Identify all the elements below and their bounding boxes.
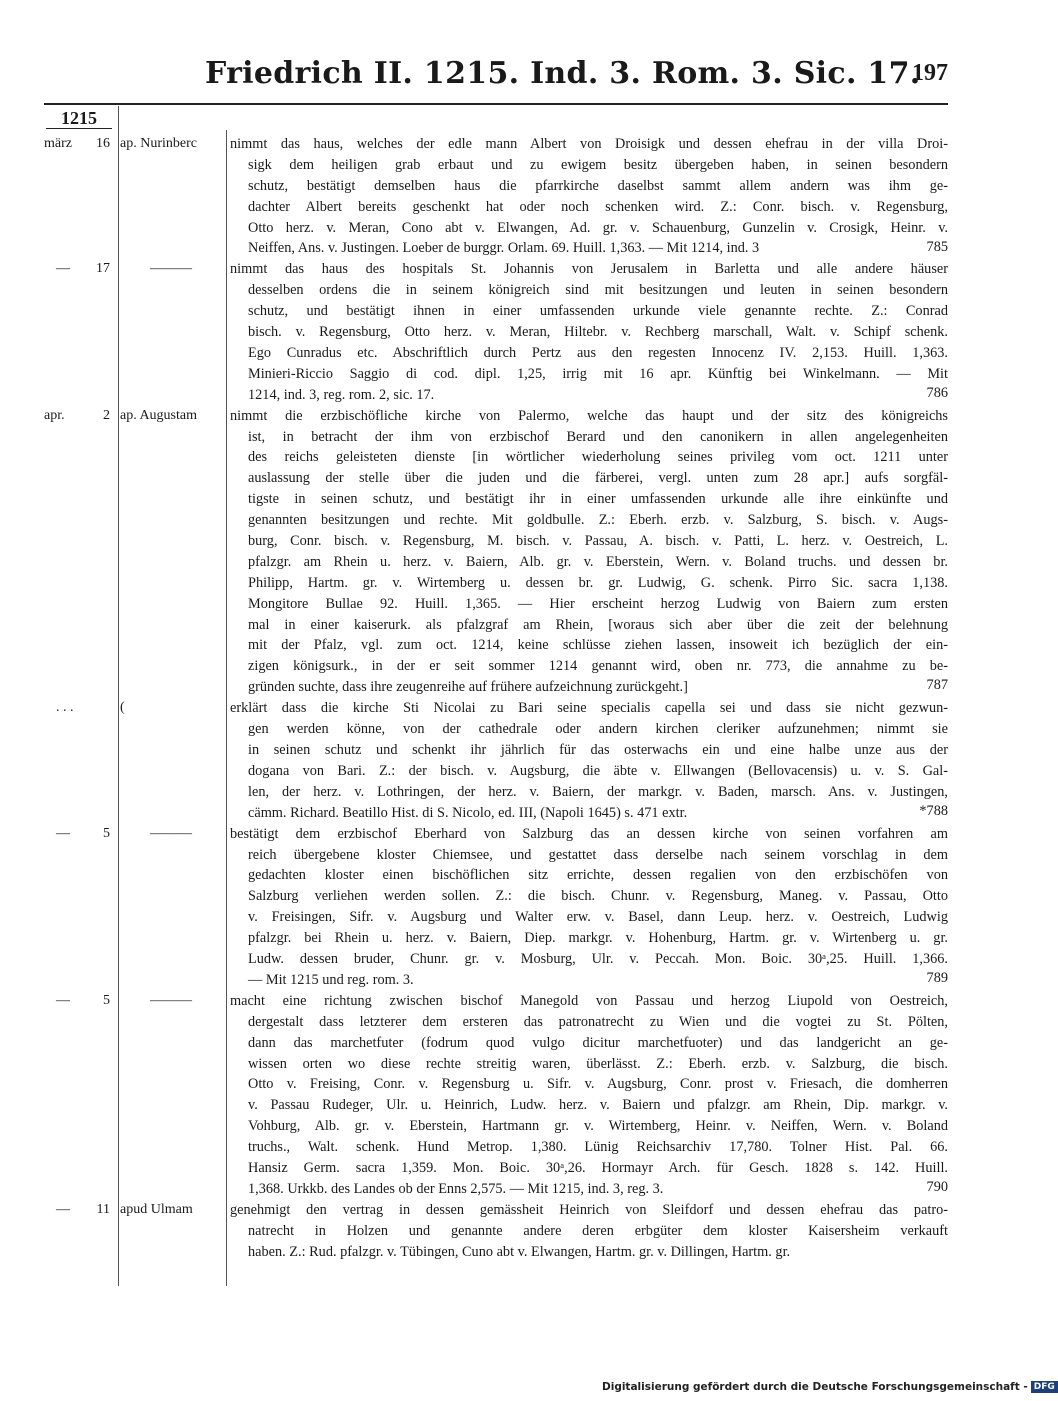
entry-line: natrecht in Holzen und genannte andere deren erbgüter dem kloster Kaisersheim verkauft [248,1222,948,1239]
entry-text [230,1200,948,1263]
entry-line: Otto herz. v. Meran, Cono abt v. Elwangen, Ad. gr. v. Schauenburg, Gunzelin v. Crosigk, Heinr. v. [248,219,948,236]
entry-number: 786 [926,384,948,401]
entry-line: pfalzgr. am Rhein u. herz. v. Baiern, Alb. gr. v. Eberstein, Wern. v. Boland truchs. und dessen br. [248,553,948,570]
entry-date-dash: — [56,261,70,277]
entry-line: bisch. v. Regensburg, Otto herz. v. Meran, Hiltebr. v. Rechberg marschall, Walt. v. Schipf schenk. [248,324,948,341]
dfg-logo: DFG [1031,1381,1058,1393]
entry-line: zigen königsurk., in der er seit sommer 1214 genannt wird, oben nr. 773, die annahme zu be- [248,658,948,675]
entry-line: auslassung der stelle über die juden und die färberei, vergl. unten zum 28 apr.] aufs sorgfäl- [248,470,948,487]
entry-line: tigste in seinen schutz, und bestätigt ihr in einer umfassenden urkunde alle ihre einkünfte und [248,491,948,508]
entry-day: 5 [103,992,110,1008]
entry-line: len, der herz. v. Lothringen, der herz. v. Baiern, der markgr. v. Baden, marsch. Ans. v. Justingen, [248,783,948,800]
entry-day: 2 [103,407,110,423]
entry-place: ——— [150,992,192,1008]
entry-line: wissen orten wo diese rechte streitig waren, überlässt. Z.: Eberh. erzb. v. Salzburg, die bisch. [248,1055,948,1072]
entry-place: ap. Nurinberc [120,136,197,151]
entry-number: 789 [926,969,948,986]
entry-text [230,698,948,823]
running-head-title: Friedrich II. 1215. Ind. 3. Rom. 3. Sic. 17. [205,56,921,91]
entry-line: gründen suchte, dass ihre zeugenreihe auf frühere aufzeichnung zurückgeht.] [248,679,688,696]
entry-line: desselben ordens die in seinem königreich sind mit besitzungen und leuten in seinen besondern [248,282,948,299]
header-rule [44,103,948,105]
entry-month: märz [44,136,72,151]
entry-place: apud Ulmam [120,1201,193,1217]
entry-line: dann das marchetfuter (fodrum quod vulgo dicitur marchetfuoter) und das landgericht an ge- [248,1034,948,1051]
entry-line: nimmt das haus, welches der edle mann Albert von Droisigk und dessen ehefrau in der villa Droi- [230,136,948,152]
entry-line: ist, in betracht der ihm von erzbischof Berard und den canonikern in allen angelegenheiten [248,428,948,445]
entry-date-dash: — [56,1201,70,1217]
entry-date-dash: — [56,825,70,841]
entry-line: 1214, ind. 3, reg. rom. 2, sic. 17. [248,386,435,403]
entry-day: 11 [96,1201,110,1217]
entry-line: nimmt die erzbischöfliche kirche von Palermo, welche das haupt und der sitz des königreichs [230,407,948,424]
entry-place: ——— [150,825,192,841]
entry-line: sigk dem heiligen grab erbaut und zu ewigem besitz übergeben haben, in seinen besondern [248,156,948,173]
entry-line: in seinen schutz und schenkt ihr jährlich für das osterwachs ein und eine halbe unze aus der [248,742,948,759]
entry-line: cämm. Richard. Beatillo Hist. di S. Nicolo, ed. III, (Napoli 1645) s. 471 extr. [248,804,688,821]
entry-line: dachter Albert bereits geschenkt hat oder noch schenken wird. Z.: Conr. bisch. v. Regensburg, [248,198,948,215]
entry-line: Minieri-Riccio Saggio di cod. dipl. 1,25, irrig mit 16 apr. Künftig bei Winkelmann. — Mit [248,365,948,382]
entry-line: gen werden könne, von der cathedrale oder andern kirchen cleriker aufzunehmen; nimmt sie [248,721,948,738]
year-heading [46,108,112,129]
entry-text [230,134,948,259]
year-label: 1215 [46,108,112,129]
entry-number: 790 [926,1178,948,1195]
entry-line: v. Passau Rudeger, Ulr. u. Heinrich, Ludw. herz. v. Baiern und pfalzgr. am Rhein, Dip. markgr. v. [248,1097,948,1114]
entry-day: 17 [96,261,110,277]
page-number: 197 [912,60,948,86]
entry-day: 16 [96,136,110,151]
entry-line: dergestalt dass letzterer dem ersteren das patronatrecht zu Wien und die vogtei zu St. Pölten, [248,1013,948,1030]
entry-line: reich übergebene kloster Chiemsee, und gestattet dass derselbe nach seinem vorschlag in dem [248,846,948,863]
entry-line: erklärt dass die kirche Sti Nicolai zu Bari seine specialis capella sei und dass sie nicht gezwun- [230,700,948,717]
footer-text: Digitalisierung gefördert durch die Deutsche Forschungsgemeinschaft - [602,1381,1028,1393]
entry-text [230,406,948,698]
entry-line: haben. Z.: Rud. pfalzgr. v. Tübingen, Cuno abt v. Elwangen, Hartm. gr. v. Dillingen, Hartm. gr. [248,1243,791,1260]
entry-line: des reichs geleisteten dienste [in wörtlicher wiederholung seines privileg vom oct. 1211 unter [248,449,948,466]
entry-number: 785 [926,238,948,255]
entry-place: ( [120,700,125,716]
entry-line: schutz, bestätigt demselben haus die pfarrkirche daselbst sammt allem andern was ihm ge- [248,177,948,194]
entry-line: bestätigt dem erzbischof Eberhard von Salzburg das an dessen kirche von seinen vorfahren am [230,825,948,842]
entry-line: genehmigt den vertrag in dessen gemässheit Heinrich von Sleifdorf und dessen ehefrau das patro- [230,1201,948,1218]
entry-line: macht eine richtung zwischen bischof Manegold von Passau und herzog Liupold von Oestreich, [230,992,948,1009]
entry-date-dash: — [56,992,70,1008]
entry-line: Ego Cunradus etc. Abschriftlich durch Pertz aus den regesten Innocenz IV. 2,153. Huill. 1,363. [248,344,948,361]
entry-line: Vohburg, Alb. gr. v. Eberstein, Hartmann gr. v. Wirtemberg, Heinr. v. Neiffen, Wern. v. Boland [248,1118,948,1135]
entry-line: burg, Conr. bisch. v. Regensburg, M. bisch. v. Passau, A. bisch. v. Patti, L. herz. v. Oestreich, L. [248,533,948,550]
entry-line: nimmt das haus des hospitals St. Johannis von Jerusalem in Barletta und alle andere häuser [230,261,948,278]
entry-line: truchs., Walt. schenk. Hund Metrop. 1,380. Lünig Reichsarchiv 17,780. Tolner Hist. Pal. 66. [248,1139,948,1156]
entry-day: 5 [103,825,110,841]
entry-line: Neiffen, Ans. v. Justingen. Loeber de burggr. Orlam. 69. Huill. 1,363. — Mit 1214, ind. 3 [248,240,760,257]
entry-line: Philipp, Hartm. gr. v. Wirtemberg u. dessen br. gr. Ludwig, G. schenk. Pirro Sic. sacra 1,138. [248,574,948,591]
entry-number: *788 [919,802,948,819]
entry-line: pfalzgr. bei Rhein u. herz. v. Baiern, Diep. markgr. v. Hohenburg, Hartm. gr. v. Wirtenberg u. gr. [248,930,948,947]
entry-line: Mongitore Bullae 92. Huill. 1,365. — Hier erscheint herzog Ludwig von Baiern zum ersten [248,595,948,612]
column-rule-place [226,130,227,1286]
entry-number: 787 [926,677,948,694]
entry-date-dash: . . . [56,700,74,716]
entry-line: schutz, und bestätigt ihnen in einer umfassenden urkunde viele genannte rechte. Z.: Conrad [248,303,948,320]
entry-line: 1,368. Urkkb. des Landes ob der Enns 2,575. — Mit 1215, ind. 3, reg. 3. [248,1180,664,1197]
entry-line: v. Freisingen, Sifr. v. Augsburg und Walter erw. v. Basel, dann Leup. herz. v. Oestreich, Ludwig [248,909,948,926]
entry-line: genannten besitzungen und rechte. Mit goldbulle. Z.: Eberh. erzb. v. Salzburg, S. bisch. v. Augs- [248,512,948,529]
entry-line: Otto v. Freising, Conr. v. Regensburg u. Sifr. v. Augsburg, Conr. prost v. Friesach, die domherren [248,1076,948,1093]
entry-month: apr. [44,407,65,423]
entry-line: Hansiz Germ. sacra 1,359. Mon. Boic. 30ᵃ,26. Hormayr Arch. für Gesch. 1828 s. 142. Huill. [248,1160,948,1177]
footer-credit [602,1381,1058,1393]
entry-text [230,824,948,991]
entry-line: Ludw. dessen bruder, Chunr. gr. v. Mosburg, Ulr. v. Peccah. Mon. Boic. 30ᵃ,25. Huill. 1,366. [248,951,948,968]
entry-line: mal in einer kaiserurk. als pfalzgraf am Rhein, [woraus sich aber über die zeit der belehnung [248,616,948,633]
entry-text [230,991,948,1200]
entry-line: dogana von Bari. Z.: der bisch. v. Augsburg, die äbte v. Ellwangen (Bellovacensis) u. v. S. Gal- [248,762,948,779]
entry-line: gedachten kloster einen bischöflichen sitz errichte, dessen regalien von den erzbischöfen von [248,867,948,884]
column-rule-date [118,106,119,1286]
entry-place: ap. Augustam [120,407,197,423]
entry-text [230,259,948,405]
entry-line: mit der Pfalz, vgl. zum oct. 1214, keine schlüsse ziehen lassen, insoweit ich bezüglich der ein- [248,637,948,654]
entry-line: Salzburg verliehen werden sollen. Z.: die bisch. Chunr. v. Regensburg, Maneg. v. Passau, Otto [248,888,948,905]
entry-place: ——— [150,261,192,277]
entry-line: — Mit 1215 und reg. rom. 3. [248,971,414,988]
